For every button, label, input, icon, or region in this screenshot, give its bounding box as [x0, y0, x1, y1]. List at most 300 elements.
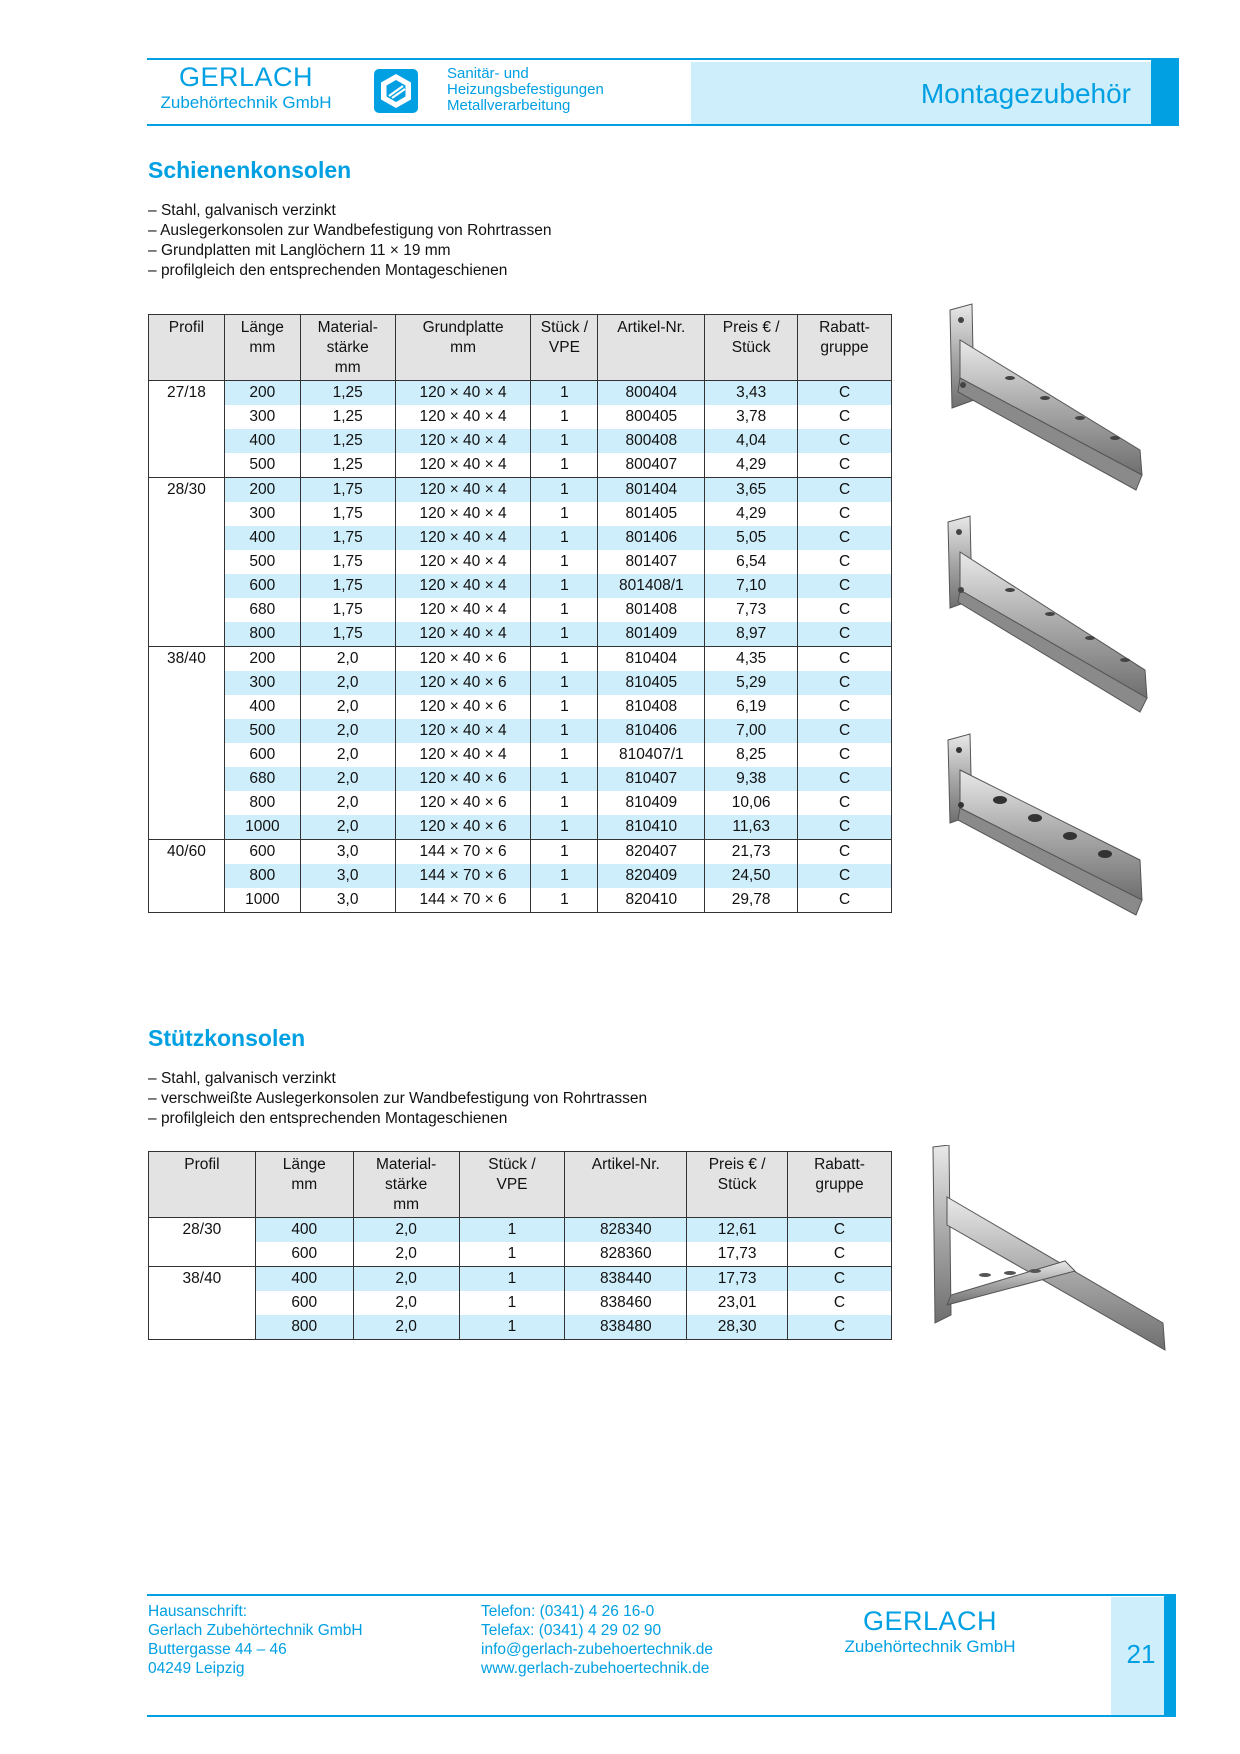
table-cell: 1,75	[300, 622, 395, 647]
table-cell: C	[798, 719, 892, 743]
stuetzkonsolen-table	[148, 1151, 892, 1340]
table-cell: 8,25	[705, 743, 798, 767]
table-cell: 2,0	[353, 1218, 459, 1243]
footer-accent-bar	[1164, 1594, 1176, 1717]
table-cell: 2,0	[300, 671, 395, 695]
table-cell: 120 × 40 × 6	[395, 695, 531, 719]
table-cell: 500	[224, 719, 300, 743]
table-cell: 23,01	[687, 1291, 788, 1315]
column-header: Rabatt- gruppe	[798, 315, 892, 381]
table-cell: 1	[531, 767, 598, 791]
section1-bullets	[148, 201, 552, 281]
table-row	[149, 671, 892, 695]
table-cell: 400	[224, 526, 300, 550]
table-row	[149, 574, 892, 598]
table-cell: C	[798, 815, 892, 840]
table-cell: C	[798, 598, 892, 622]
column-header: Rabatt- gruppe	[788, 1152, 892, 1218]
table-row	[149, 767, 892, 791]
table-cell: 1	[531, 647, 598, 672]
table-cell: 120 × 40 × 6	[395, 767, 531, 791]
table-cell: 1	[459, 1267, 565, 1292]
table-cell: 1,75	[300, 526, 395, 550]
column-header: Artikel-Nr.	[565, 1152, 687, 1218]
table-cell: 7,00	[705, 719, 798, 743]
table-cell	[149, 791, 225, 815]
table-cell: 200	[224, 478, 300, 503]
table-cell: C	[788, 1291, 892, 1315]
table-cell: 800	[255, 1315, 353, 1340]
brand-name: GERLACH	[178, 62, 314, 92]
table-cell: 7,73	[705, 598, 798, 622]
table-cell: 28/30	[149, 1218, 256, 1243]
table-row	[149, 888, 892, 913]
table-cell: 600	[224, 840, 300, 865]
table-cell: 200	[224, 381, 300, 406]
table-cell	[149, 574, 225, 598]
table-cell: 400	[224, 429, 300, 453]
table-cell	[149, 815, 225, 840]
table-cell: 801409	[598, 622, 705, 647]
table-row	[149, 598, 892, 622]
table-cell: 2,0	[300, 719, 395, 743]
table-cell: 2,0	[300, 647, 395, 672]
table-cell: 2,0	[300, 695, 395, 719]
table-cell: 3,78	[705, 405, 798, 429]
footer-brand-name: GERLACH	[862, 1606, 998, 1636]
table-cell: 10,06	[705, 791, 798, 815]
table-cell: 2,0	[353, 1315, 459, 1340]
address-line: Buttergasse 44 – 46	[148, 1641, 287, 1658]
table-cell: 1	[531, 502, 598, 526]
table-row	[149, 550, 892, 574]
table-cell: 120 × 40 × 6	[395, 791, 531, 815]
table-cell: 3,0	[300, 864, 395, 888]
table-row	[149, 695, 892, 719]
table-cell: 120 × 40 × 4	[395, 405, 531, 429]
header-tagline	[447, 66, 604, 114]
table-cell	[149, 888, 225, 913]
table-cell: 1,75	[300, 574, 395, 598]
table-cell: 3,0	[300, 888, 395, 913]
table-cell: C	[798, 743, 892, 767]
table-cell: 11,63	[705, 815, 798, 840]
table-cell: 120 × 40 × 4	[395, 453, 531, 478]
table-cell: 1	[459, 1315, 565, 1340]
table-cell: 27/18	[149, 381, 225, 406]
table-row	[149, 526, 892, 550]
header-top-rule	[147, 58, 1172, 60]
table-cell: 120 × 40 × 4	[395, 719, 531, 743]
table-cell	[149, 622, 225, 647]
table-cell: 1,25	[300, 405, 395, 429]
column-header: Stück / VPE	[459, 1152, 565, 1218]
table-row	[149, 502, 892, 526]
table-cell: 4,29	[705, 502, 798, 526]
table-row	[149, 1242, 892, 1267]
table-cell: 600	[224, 574, 300, 598]
table-cell: 4,29	[705, 453, 798, 478]
table-cell: 810409	[598, 791, 705, 815]
table-cell	[149, 864, 225, 888]
table-cell: 3,0	[300, 840, 395, 865]
table-cell: 600	[255, 1291, 353, 1315]
table-row	[149, 1267, 892, 1292]
table-cell: 144 × 70 × 6	[395, 864, 531, 888]
table-cell: 2,0	[300, 743, 395, 767]
address-line: Hausanschrift:	[148, 1603, 248, 1620]
table-cell: C	[798, 791, 892, 815]
page-number-box	[1111, 1597, 1171, 1715]
table-cell	[149, 526, 225, 550]
table-cell: 800	[224, 864, 300, 888]
table-cell: 6,19	[705, 695, 798, 719]
table-cell: 120 × 40 × 4	[395, 743, 531, 767]
table-cell: 1	[531, 453, 598, 478]
table-cell: 28/30	[149, 478, 225, 503]
hex-nut-logo-icon	[374, 69, 418, 113]
brand-sub: Zubehörtechnik GmbH	[160, 93, 332, 112]
table-cell: 810404	[598, 647, 705, 672]
page-title: Montagezubehör	[920, 78, 1131, 109]
table-cell: 1	[459, 1242, 565, 1267]
table-cell: C	[788, 1315, 892, 1340]
table-cell: 600	[255, 1242, 353, 1267]
table-cell: 801407	[598, 550, 705, 574]
table-cell: 1	[531, 598, 598, 622]
contact-website-link[interactable]: www.gerlach-zubehoertechnik.de	[481, 1660, 710, 1677]
table-cell: 1	[531, 864, 598, 888]
table-cell: 1	[531, 671, 598, 695]
table-cell: 120 × 40 × 4	[395, 574, 531, 598]
table-row	[149, 1315, 892, 1340]
bullet-item: – profilgleich den entsprechenden Montageschienen	[148, 1109, 647, 1129]
table-cell: 810407/1	[598, 743, 705, 767]
schienenkonsolen-table	[148, 314, 892, 913]
tagline-line: Metallverarbeitung	[447, 97, 571, 114]
table-cell: 1	[531, 478, 598, 503]
table-cell	[149, 743, 225, 767]
table-cell: 400	[255, 1218, 353, 1243]
table-cell: 810408	[598, 695, 705, 719]
section-title-stuetzkonsolen: Stützkonsolen	[148, 1025, 306, 1051]
table-row	[149, 381, 892, 406]
table-cell: 120 × 40 × 4	[395, 478, 531, 503]
header-accent-bar	[1151, 58, 1179, 126]
table-cell: 820410	[598, 888, 705, 913]
footer-brand	[830, 1606, 1030, 1657]
table-cell	[149, 550, 225, 574]
table-cell: 801404	[598, 478, 705, 503]
table-cell	[149, 671, 225, 695]
table-cell: 810407	[598, 767, 705, 791]
table-cell: C	[798, 478, 892, 503]
table-cell: C	[798, 647, 892, 672]
table-cell: 300	[224, 671, 300, 695]
table-row	[149, 622, 892, 647]
table-cell: 1	[531, 840, 598, 865]
table-cell: 800405	[598, 405, 705, 429]
table-cell: 838480	[565, 1315, 687, 1340]
table-cell: C	[798, 405, 892, 429]
table-cell: C	[798, 767, 892, 791]
table-cell: 1,75	[300, 598, 395, 622]
table-cell: 800408	[598, 429, 705, 453]
table-row	[149, 1291, 892, 1315]
table-cell: 9,38	[705, 767, 798, 791]
table-cell: C	[798, 381, 892, 406]
table-cell: C	[798, 526, 892, 550]
table-cell: 828340	[565, 1218, 687, 1243]
table-cell: 801408/1	[598, 574, 705, 598]
header-bottom-rule	[147, 124, 1172, 126]
table-cell: 120 × 40 × 4	[395, 622, 531, 647]
table-cell: C	[798, 453, 892, 478]
table-cell: 144 × 70 × 6	[395, 840, 531, 865]
contact-fax: Telefax: (0341) 4 29 02 90	[481, 1622, 662, 1639]
column-header: Material- stärke mm	[353, 1152, 459, 1218]
table-cell	[149, 598, 225, 622]
header-title-box	[691, 62, 1151, 124]
table-cell: 6,54	[705, 550, 798, 574]
table-cell	[149, 1242, 256, 1267]
table-cell: 801408	[598, 598, 705, 622]
table-row	[149, 429, 892, 453]
table-cell: 828360	[565, 1242, 687, 1267]
column-header: Länge mm	[255, 1152, 353, 1218]
section2-bullets	[148, 1069, 647, 1129]
table-cell: C	[798, 840, 892, 865]
table-cell: 1	[531, 405, 598, 429]
table-cell: 400	[255, 1267, 353, 1292]
table-cell: 200	[224, 647, 300, 672]
table-cell: 120 × 40 × 4	[395, 381, 531, 406]
table-cell: 1000	[224, 815, 300, 840]
stuetzkonsole-product-image	[925, 1145, 1185, 1360]
column-header: Profil	[149, 1152, 256, 1218]
table-cell: 680	[224, 767, 300, 791]
table-cell: 680	[224, 598, 300, 622]
bullet-item: – Stahl, galvanisch verzinkt	[148, 201, 552, 221]
table-cell: 500	[224, 453, 300, 478]
table-cell: 2,0	[353, 1291, 459, 1315]
table-cell: 838440	[565, 1267, 687, 1292]
table-cell: 2,0	[300, 791, 395, 815]
table-cell: 1	[531, 791, 598, 815]
section-title-schienenkonsolen: Schienenkonsolen	[148, 157, 352, 183]
table-cell: 1,75	[300, 502, 395, 526]
table-cell: C	[798, 864, 892, 888]
table-cell: 8,97	[705, 622, 798, 647]
table-cell: 1	[531, 526, 598, 550]
bullet-item: – profilgleich den entsprechenden Montageschienen	[148, 261, 552, 281]
table-cell: 1,25	[300, 381, 395, 406]
table-cell: 17,73	[687, 1267, 788, 1292]
table-cell: 2,0	[300, 815, 395, 840]
bullet-item: – verschweißte Auslegerkonsolen zur Wandbefestigung von Rohrtrassen	[148, 1089, 647, 1109]
table-cell: 1	[531, 622, 598, 647]
column-header: Preis € / Stück	[705, 315, 798, 381]
table-cell: 17,73	[687, 1242, 788, 1267]
header-brand	[148, 62, 344, 113]
table-cell: 810405	[598, 671, 705, 695]
table-cell: 801406	[598, 526, 705, 550]
table-cell: 800	[224, 622, 300, 647]
table-cell: 800404	[598, 381, 705, 406]
table-cell: 7,10	[705, 574, 798, 598]
table-cell: 28,30	[687, 1315, 788, 1340]
tagline-line: Sanitär- und	[447, 65, 529, 82]
table-cell	[149, 405, 225, 429]
table-cell: C	[798, 695, 892, 719]
table-cell: 3,43	[705, 381, 798, 406]
bullet-item: – Auslegerkonsolen zur Wandbefestigung von Rohrtrassen	[148, 221, 552, 241]
table-cell: 1	[531, 381, 598, 406]
page-number: 21	[1126, 1639, 1156, 1669]
table-cell: 838460	[565, 1291, 687, 1315]
table-cell: 4,04	[705, 429, 798, 453]
table-cell: 1,25	[300, 453, 395, 478]
table-row	[149, 840, 892, 865]
table-cell: 1	[531, 429, 598, 453]
table-cell: 1,75	[300, 550, 395, 574]
table-cell: 500	[224, 550, 300, 574]
address-line: Gerlach Zubehörtechnik GmbH	[148, 1622, 363, 1639]
table-cell: 12,61	[687, 1218, 788, 1243]
table-cell	[149, 767, 225, 791]
table-cell: 38/40	[149, 1267, 256, 1292]
table-cell: 29,78	[705, 888, 798, 913]
column-header: Stück / VPE	[531, 315, 598, 381]
table-cell: 600	[224, 743, 300, 767]
table-cell: 300	[224, 405, 300, 429]
table-cell: 120 × 40 × 6	[395, 647, 531, 672]
column-header: Grundplatte mm	[395, 315, 531, 381]
table-cell	[149, 695, 225, 719]
table-cell	[149, 429, 225, 453]
table-row	[149, 405, 892, 429]
table-row	[149, 719, 892, 743]
table-cell: 5,29	[705, 671, 798, 695]
table-cell: 1	[531, 574, 598, 598]
table-row	[149, 478, 892, 503]
table-cell: 144 × 70 × 6	[395, 888, 531, 913]
table-cell: 810410	[598, 815, 705, 840]
footer-top-rule	[147, 1594, 1172, 1596]
table-cell: 2,0	[300, 767, 395, 791]
table-cell: 800407	[598, 453, 705, 478]
table-cell: 120 × 40 × 4	[395, 598, 531, 622]
table-cell: C	[788, 1242, 892, 1267]
table-cell: 40/60	[149, 840, 225, 865]
table-row	[149, 1218, 892, 1243]
table-cell: 810406	[598, 719, 705, 743]
table-cell: 3,65	[705, 478, 798, 503]
table-cell	[149, 502, 225, 526]
table-cell: 1	[531, 888, 598, 913]
column-header: Material- stärke mm	[300, 315, 395, 381]
footer-address	[148, 1602, 363, 1678]
table-cell: 120 × 40 × 4	[395, 502, 531, 526]
table-cell: 1000	[224, 888, 300, 913]
table-cell: 1	[531, 550, 598, 574]
table-cell: 24,50	[705, 864, 798, 888]
table-cell: 820409	[598, 864, 705, 888]
table-row	[149, 791, 892, 815]
bracket-image-1	[950, 304, 1142, 490]
table-cell: 4,35	[705, 647, 798, 672]
table-cell: C	[798, 671, 892, 695]
table-cell: 120 × 40 × 4	[395, 550, 531, 574]
table-row	[149, 743, 892, 767]
bracket-image-3	[948, 734, 1142, 915]
footer-contact	[481, 1602, 713, 1678]
contact-phone: Telefon: (0341) 4 26 16-0	[481, 1603, 655, 1620]
table-cell: 1	[459, 1218, 565, 1243]
table-row	[149, 453, 892, 478]
table-row	[149, 647, 892, 672]
bracket-image-2	[948, 516, 1147, 712]
table-cell	[149, 719, 225, 743]
table-cell: 1	[531, 815, 598, 840]
contact-email-link[interactable]: info@gerlach-zubehoertechnik.de	[481, 1641, 714, 1658]
table-cell: 5,05	[705, 526, 798, 550]
table-cell: 1	[531, 695, 598, 719]
address-line: 04249 Leipzig	[148, 1660, 245, 1677]
column-header: Artikel-Nr.	[598, 315, 705, 381]
table-cell: C	[798, 888, 892, 913]
table-cell	[149, 1315, 256, 1340]
table-cell: C	[798, 550, 892, 574]
table-cell: 1	[531, 719, 598, 743]
bullet-item: – Grundplatten mit Langlöchern 11 × 19 mm	[148, 241, 552, 261]
table-cell: 300	[224, 502, 300, 526]
table-cell: 120 × 40 × 6	[395, 671, 531, 695]
table-cell	[149, 453, 225, 478]
table-cell: 21,73	[705, 840, 798, 865]
table-cell: C	[798, 574, 892, 598]
table-cell: 400	[224, 695, 300, 719]
table-cell: C	[788, 1218, 892, 1243]
footer-bottom-rule	[147, 1715, 1172, 1717]
table-cell: C	[798, 429, 892, 453]
column-header: Preis € / Stück	[687, 1152, 788, 1218]
table-cell: 120 × 40 × 6	[395, 815, 531, 840]
table-cell: 120 × 40 × 4	[395, 526, 531, 550]
table-cell: 1	[531, 743, 598, 767]
table-row	[149, 864, 892, 888]
table-cell: C	[788, 1267, 892, 1292]
table-cell: 1,25	[300, 429, 395, 453]
table-cell	[149, 1291, 256, 1315]
table-cell: 1	[459, 1291, 565, 1315]
table-cell: 1,75	[300, 478, 395, 503]
bullet-item: – Stahl, galvanisch verzinkt	[148, 1069, 647, 1089]
table-row	[149, 815, 892, 840]
table-cell: 820407	[598, 840, 705, 865]
column-header: Länge mm	[224, 315, 300, 381]
footer-brand-sub: Zubehörtechnik GmbH	[844, 1637, 1016, 1656]
table-cell: 2,0	[353, 1242, 459, 1267]
tagline-line: Heizungsbefestigungen	[447, 81, 604, 98]
table-cell: C	[798, 502, 892, 526]
schienenkonsole-product-images	[930, 300, 1160, 930]
table-cell: 120 × 40 × 4	[395, 429, 531, 453]
table-cell: 800	[224, 791, 300, 815]
column-header: Profil	[149, 315, 225, 381]
table-cell: 801405	[598, 502, 705, 526]
table-cell: 2,0	[353, 1267, 459, 1292]
